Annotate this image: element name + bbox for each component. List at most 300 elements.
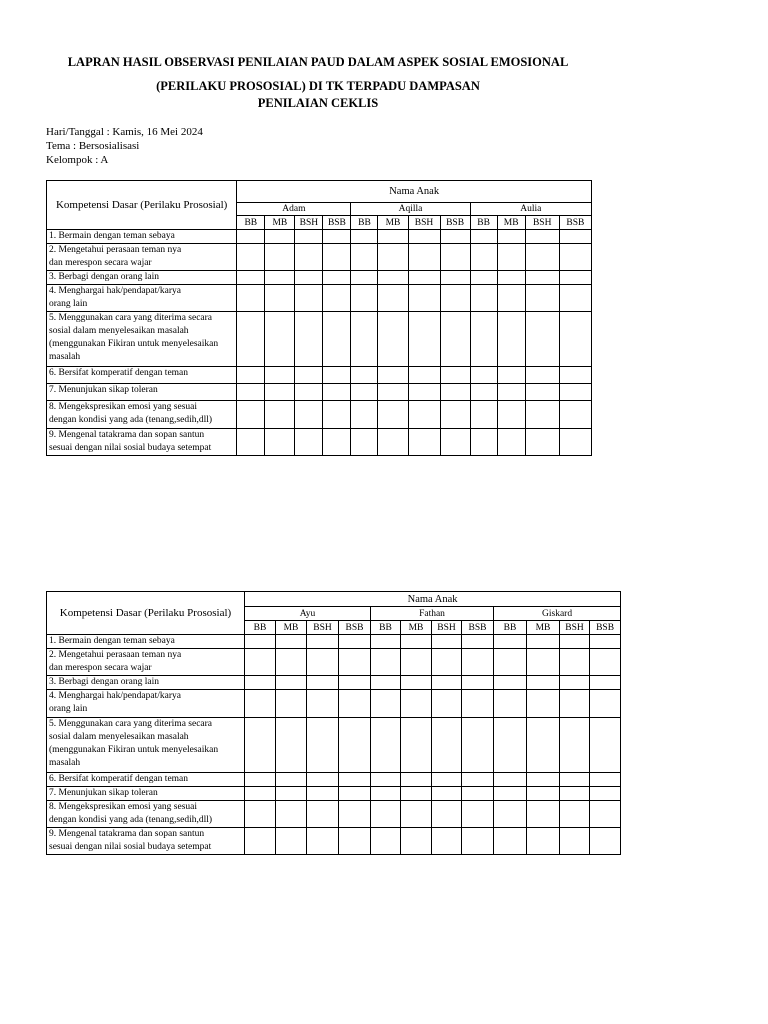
checklist-cell[interactable] (265, 312, 295, 367)
checklist-cell[interactable] (378, 230, 408, 244)
checklist-cell[interactable] (494, 635, 527, 649)
checklist-cell[interactable] (497, 384, 525, 401)
checklist-cell[interactable] (432, 649, 462, 676)
level-header-mb: MB (401, 621, 432, 635)
checklist-cell[interactable] (462, 801, 494, 828)
checklist-cell[interactable] (339, 801, 371, 828)
student-names-header: Nama Anak (237, 181, 592, 203)
criterion-label (47, 690, 245, 718)
checklist-cell[interactable] (307, 676, 339, 690)
checklist-cell[interactable] (440, 429, 470, 456)
criterion-text-line: 3. Berbagi dengan orang lain (49, 272, 160, 282)
checklist-cell[interactable] (527, 828, 560, 855)
level-header-bsh: BSH (432, 621, 462, 635)
checklist-cell[interactable] (401, 635, 432, 649)
checklist-cell[interactable] (440, 312, 470, 367)
student-name-2: Aulia (470, 203, 591, 216)
checklist-cell[interactable] (560, 718, 590, 773)
checklist-cell[interactable] (590, 676, 621, 690)
checklist-cell[interactable] (265, 401, 295, 429)
level-header-bsh: BSH (408, 216, 440, 230)
criterion-text-line: sosial dalam menyelesaikan masalah (49, 732, 189, 742)
checklist-cell[interactable] (371, 690, 401, 718)
criterion-label (47, 801, 245, 828)
checklist-cell[interactable] (440, 285, 470, 312)
checklist-cell[interactable] (497, 429, 525, 456)
criterion-text-line: (menggunakan Fikiran untuk menyelesaikan (49, 339, 219, 349)
checklist-cell[interactable] (497, 271, 525, 285)
checklist-cell[interactable] (323, 367, 351, 384)
checklist-cell[interactable] (237, 285, 265, 312)
criterion-row (47, 801, 621, 828)
checklist-cell[interactable] (432, 828, 462, 855)
checklist-cell[interactable] (307, 690, 339, 718)
criterion-row (47, 312, 592, 367)
checklist-cell[interactable] (560, 635, 590, 649)
checklist-cell[interactable] (525, 244, 559, 271)
checklist-cell[interactable] (276, 690, 307, 718)
checklist-cell[interactable] (245, 828, 276, 855)
checklist-cell[interactable] (590, 690, 621, 718)
checklist-cell[interactable] (590, 801, 621, 828)
checklist-cell[interactable] (276, 801, 307, 828)
checklist-cell[interactable] (276, 649, 307, 676)
checklist-cell[interactable] (401, 718, 432, 773)
level-header-bsh: BSH (295, 216, 323, 230)
checklist-cell[interactable] (525, 429, 559, 456)
checklist-cell[interactable] (497, 230, 525, 244)
checklist-cell[interactable] (245, 787, 276, 801)
checklist-cell[interactable] (440, 244, 470, 271)
checklist-cell[interactable] (351, 244, 378, 271)
checklist-cell[interactable] (307, 718, 339, 773)
checklist-cell[interactable] (470, 285, 497, 312)
checklist-cell[interactable] (265, 285, 295, 312)
checklist-cell[interactable] (494, 676, 527, 690)
checklist-cell[interactable] (560, 690, 590, 718)
checklist-cell[interactable] (237, 230, 265, 244)
checklist-cell[interactable] (560, 649, 590, 676)
criterion-label (47, 429, 237, 456)
level-header-mb: MB (527, 621, 560, 635)
criterion-text-line: dengan kondisi yang ada (tenang,sedih,dll) (49, 815, 213, 825)
checklist-cell[interactable] (323, 244, 351, 271)
level-header-bsh: BSH (307, 621, 339, 635)
checklist-cell[interactable] (339, 635, 371, 649)
student-name-0: Ayu (245, 607, 371, 621)
observation-table-2 (46, 591, 621, 855)
checklist-cell[interactable] (401, 787, 432, 801)
checklist-cell[interactable] (590, 649, 621, 676)
checklist-cell[interactable] (245, 718, 276, 773)
checklist-cell[interactable] (470, 384, 497, 401)
criterion-row (47, 429, 592, 456)
checklist-cell[interactable] (494, 773, 527, 787)
criterion-text-line: 9. Mengenal tatakrama dan sopan santun (49, 829, 205, 839)
checklist-cell[interactable] (462, 649, 494, 676)
criterion-label (47, 230, 237, 244)
checklist-cell[interactable] (590, 718, 621, 773)
criterion-label (47, 367, 237, 384)
checklist-cell[interactable] (408, 429, 440, 456)
checklist-cell[interactable] (432, 635, 462, 649)
checklist-cell[interactable] (401, 649, 432, 676)
checklist-cell[interactable] (371, 773, 401, 787)
checklist-cell[interactable] (497, 367, 525, 384)
checklist-cell[interactable] (295, 312, 323, 367)
criterion-label (47, 649, 245, 676)
checklist-cell[interactable] (371, 676, 401, 690)
checklist-cell[interactable] (470, 271, 497, 285)
checklist-cell[interactable] (295, 401, 323, 429)
checklist-cell[interactable] (590, 635, 621, 649)
checklist-cell[interactable] (497, 312, 525, 367)
checklist-cell[interactable] (351, 271, 378, 285)
checklist-cell[interactable] (470, 230, 497, 244)
level-header-bb: BB (494, 621, 527, 635)
checklist-cell[interactable] (307, 773, 339, 787)
checklist-cell[interactable] (408, 401, 440, 429)
criterion-label (47, 787, 245, 801)
checklist-cell[interactable] (590, 773, 621, 787)
criterion-text-line: 6. Bersifat komperatif dengan teman (49, 368, 189, 378)
checklist-cell[interactable] (378, 401, 408, 429)
competency-header: Kompetensi Dasar (Perilaku Prososial) (47, 592, 245, 635)
checklist-cell[interactable] (494, 801, 527, 828)
checklist-cell[interactable] (265, 367, 295, 384)
checklist-cell[interactable] (307, 801, 339, 828)
checklist-cell[interactable] (408, 312, 440, 367)
checklist-cell[interactable] (339, 649, 371, 676)
checklist-cell[interactable] (245, 690, 276, 718)
checklist-cell[interactable] (339, 718, 371, 773)
checklist-cell[interactable] (527, 635, 560, 649)
criterion-text-line: orang lain (49, 299, 88, 309)
checklist-cell[interactable] (494, 690, 527, 718)
checklist-cell[interactable] (494, 649, 527, 676)
criterion-text-line: dengan kondisi yang ada (tenang,sedih,dll) (49, 415, 213, 425)
checklist-cell[interactable] (408, 384, 440, 401)
checklist-cell[interactable] (307, 828, 339, 855)
checklist-cell[interactable] (560, 773, 590, 787)
checklist-cell[interactable] (497, 401, 525, 429)
checklist-cell[interactable] (440, 271, 470, 285)
checklist-cell[interactable] (323, 384, 351, 401)
checklist-cell[interactable] (432, 787, 462, 801)
criterion-text-line: (menggunakan Fikiran untuk menyelesaikan (49, 745, 219, 755)
checklist-cell[interactable] (339, 690, 371, 718)
checklist-cell[interactable] (440, 367, 470, 384)
checklist-cell[interactable] (339, 828, 371, 855)
checklist-cell[interactable] (371, 635, 401, 649)
checklist-cell[interactable] (323, 429, 351, 456)
observation-table-1 (46, 180, 592, 456)
checklist-cell[interactable] (470, 367, 497, 384)
checklist-cell[interactable] (432, 718, 462, 773)
level-header-mb: MB (276, 621, 307, 635)
checklist-cell[interactable] (527, 801, 560, 828)
checklist-cell[interactable] (339, 676, 371, 690)
checklist-cell[interactable] (378, 367, 408, 384)
criterion-text-line: sosial dalam menyelesaikan masalah (49, 326, 189, 336)
checklist-cell[interactable] (378, 312, 408, 367)
criterion-row (47, 401, 592, 429)
criterion-row (47, 384, 592, 401)
checklist-cell[interactable] (276, 828, 307, 855)
criterion-text-line: 2. Mengetahui perasaan teman nya (49, 245, 182, 255)
checklist-cell[interactable] (401, 801, 432, 828)
checklist-cell[interactable] (307, 787, 339, 801)
checklist-cell[interactable] (351, 230, 378, 244)
checklist-cell[interactable] (408, 367, 440, 384)
checklist-cell[interactable] (295, 230, 323, 244)
criterion-text-line: sesuai dengan nilai sosial budaya setempat (49, 842, 212, 852)
checklist-cell[interactable] (525, 401, 559, 429)
checklist-cell[interactable] (462, 676, 494, 690)
checklist-cell[interactable] (237, 367, 265, 384)
criterion-text-line: 4. Menghargai hak/pendapat/karya (49, 691, 181, 701)
checklist-cell[interactable] (590, 787, 621, 801)
criterion-text-line: 1. Bermain dengan teman sebaya (49, 636, 175, 646)
checklist-cell[interactable] (408, 244, 440, 271)
checklist-cell[interactable] (237, 401, 265, 429)
competency-header: Kompetensi Dasar (Perilaku Prososial) (47, 181, 237, 230)
checklist-cell[interactable] (462, 635, 494, 649)
checklist-cell[interactable] (560, 787, 590, 801)
checklist-cell[interactable] (462, 690, 494, 718)
checklist-cell[interactable] (245, 649, 276, 676)
checklist-cell[interactable] (462, 773, 494, 787)
report-title-line-3: PENILAIAN CEKLIS (257, 96, 379, 110)
checklist-cell[interactable] (525, 312, 559, 367)
checklist-cell[interactable] (295, 285, 323, 312)
checklist-cell[interactable] (295, 367, 323, 384)
checklist-cell[interactable] (378, 384, 408, 401)
checklist-cell[interactable] (245, 773, 276, 787)
checklist-cell[interactable] (527, 676, 560, 690)
checklist-cell[interactable] (559, 429, 591, 456)
criterion-row (47, 271, 592, 285)
criterion-text-line: 8. Mengekspresikan emosi yang sesuai (49, 802, 198, 812)
checklist-cell[interactable] (237, 244, 265, 271)
checklist-cell[interactable] (351, 285, 378, 312)
criterion-label (47, 676, 245, 690)
checklist-cell[interactable] (432, 676, 462, 690)
checklist-cell[interactable] (401, 676, 432, 690)
checklist-cell[interactable] (339, 773, 371, 787)
checklist-cell[interactable] (440, 401, 470, 429)
checklist-cell[interactable] (440, 230, 470, 244)
checklist-cell[interactable] (560, 828, 590, 855)
criterion-text-line: 3. Berbagi dengan orang lain (49, 677, 160, 687)
criterion-row (47, 773, 621, 787)
observation-theme: Tema : Bersosialisasi (46, 140, 140, 152)
checklist-cell[interactable] (470, 244, 497, 271)
checklist-cell[interactable] (323, 271, 351, 285)
checklist-cell[interactable] (295, 384, 323, 401)
criterion-text-line: masalah (49, 352, 81, 362)
checklist-cell[interactable] (295, 429, 323, 456)
checklist-cell[interactable] (497, 244, 525, 271)
checklist-cell[interactable] (237, 384, 265, 401)
checklist-cell[interactable] (559, 367, 591, 384)
checklist-cell[interactable] (378, 244, 408, 271)
checklist-cell[interactable] (371, 801, 401, 828)
level-header-mb: MB (265, 216, 295, 230)
checklist-cell[interactable] (590, 828, 621, 855)
checklist-cell[interactable] (559, 230, 591, 244)
criterion-row (47, 635, 621, 649)
checklist-cell[interactable] (371, 787, 401, 801)
checklist-cell[interactable] (351, 312, 378, 367)
checklist-cell[interactable] (525, 367, 559, 384)
criterion-row (47, 828, 621, 855)
checklist-cell[interactable] (401, 828, 432, 855)
checklist-cell[interactable] (560, 801, 590, 828)
checklist-cell[interactable] (559, 244, 591, 271)
checklist-cell[interactable] (307, 635, 339, 649)
checklist-cell[interactable] (408, 230, 440, 244)
checklist-cell[interactable] (323, 285, 351, 312)
checklist-cell[interactable] (237, 429, 265, 456)
level-header-bb: BB (371, 621, 401, 635)
checklist-cell[interactable] (378, 285, 408, 312)
checklist-cell[interactable] (527, 690, 560, 718)
checklist-cell[interactable] (295, 244, 323, 271)
checklist-cell[interactable] (559, 401, 591, 429)
checklist-cell[interactable] (408, 271, 440, 285)
checklist-cell[interactable] (265, 230, 295, 244)
student-name-2: Giskard (494, 607, 621, 621)
level-header-bsb: BSB (590, 621, 621, 635)
checklist-cell[interactable] (525, 285, 559, 312)
checklist-cell[interactable] (527, 787, 560, 801)
checklist-cell[interactable] (497, 285, 525, 312)
checklist-cell[interactable] (378, 271, 408, 285)
checklist-cell[interactable] (237, 312, 265, 367)
checklist-cell[interactable] (276, 787, 307, 801)
checklist-cell[interactable] (351, 367, 378, 384)
criterion-label (47, 828, 245, 855)
checklist-cell[interactable] (237, 271, 265, 285)
criterion-text-line: 7. Menunjukan sikap toleran (49, 385, 158, 395)
checklist-cell[interactable] (527, 773, 560, 787)
student-name-1: Aqilla (351, 203, 470, 216)
checklist-cell[interactable] (494, 828, 527, 855)
student-name-0: Adam (237, 203, 351, 216)
criterion-label (47, 285, 237, 312)
checklist-cell[interactable] (470, 429, 497, 456)
checklist-cell[interactable] (470, 401, 497, 429)
checklist-cell[interactable] (265, 384, 295, 401)
checklist-cell[interactable] (323, 312, 351, 367)
criterion-row (47, 367, 592, 384)
criterion-text-line: 2. Mengetahui perasaan teman nya (49, 650, 182, 660)
checklist-cell[interactable] (265, 271, 295, 285)
checklist-cell[interactable] (559, 271, 591, 285)
checklist-cell[interactable] (245, 676, 276, 690)
observation-group: Kelompok : A (46, 154, 109, 166)
checklist-cell[interactable] (525, 271, 559, 285)
criterion-text-line: orang lain (49, 704, 88, 714)
checklist-cell[interactable] (494, 787, 527, 801)
checklist-cell[interactable] (525, 384, 559, 401)
checklist-cell[interactable] (351, 429, 378, 456)
checklist-cell[interactable] (462, 718, 494, 773)
checklist-cell[interactable] (371, 828, 401, 855)
criterion-text-line: 1. Bermain dengan teman sebaya (49, 231, 175, 241)
checklist-cell[interactable] (432, 690, 462, 718)
checklist-cell[interactable] (276, 773, 307, 787)
report-title-line-1: LAPRAN HASIL OBSERVASI PENILAIAN PAUD DALAM ASPEK SOSIAL EMOSIONAL (67, 55, 569, 69)
level-header-bsb: BSB (559, 216, 591, 230)
criterion-row (47, 285, 592, 312)
checklist-cell[interactable] (432, 801, 462, 828)
checklist-cell[interactable] (265, 429, 295, 456)
criterion-label (47, 401, 237, 429)
criterion-text-line: 4. Menghargai hak/pendapat/karya (49, 286, 181, 296)
checklist-cell[interactable] (378, 429, 408, 456)
checklist-cell[interactable] (470, 312, 497, 367)
checklist-cell[interactable] (408, 285, 440, 312)
checklist-cell[interactable] (371, 649, 401, 676)
criterion-text-line: 9. Mengenal tatakrama dan sopan santun (49, 430, 205, 440)
checklist-cell[interactable] (559, 312, 591, 367)
checklist-cell[interactable] (339, 787, 371, 801)
checklist-cell[interactable] (462, 787, 494, 801)
level-header-bb: BB (470, 216, 497, 230)
checklist-cell[interactable] (401, 690, 432, 718)
checklist-cell[interactable] (525, 230, 559, 244)
checklist-cell[interactable] (494, 718, 527, 773)
checklist-cell[interactable] (527, 718, 560, 773)
checklist-cell[interactable] (560, 676, 590, 690)
level-header-bsh: BSH (560, 621, 590, 635)
checklist-cell[interactable] (351, 401, 378, 429)
level-header-bb: BB (245, 621, 276, 635)
criterion-label (47, 244, 237, 271)
observation-date: Hari/Tanggal : Kamis, 16 Mei 2024 (46, 126, 203, 138)
criterion-text-line: 5. Menggunakan cara yang diterima secara (49, 719, 213, 729)
checklist-cell[interactable] (245, 635, 276, 649)
checklist-cell[interactable] (265, 244, 295, 271)
checklist-cell[interactable] (276, 718, 307, 773)
level-header-bsb: BSB (462, 621, 494, 635)
checklist-cell[interactable] (462, 828, 494, 855)
checklist-cell[interactable] (432, 773, 462, 787)
level-header-bb: BB (351, 216, 378, 230)
checklist-cell[interactable] (276, 676, 307, 690)
level-header-bsb: BSB (440, 216, 470, 230)
checklist-cell[interactable] (295, 271, 323, 285)
checklist-cell[interactable] (401, 773, 432, 787)
checklist-cell[interactable] (351, 384, 378, 401)
criterion-text-line: 7. Menunjukan sikap toleran (49, 788, 158, 798)
checklist-cell[interactable] (276, 635, 307, 649)
criterion-label (47, 718, 245, 773)
checklist-cell[interactable] (371, 718, 401, 773)
criterion-label (47, 312, 237, 367)
checklist-cell[interactable] (559, 285, 591, 312)
checklist-cell[interactable] (307, 649, 339, 676)
checklist-cell[interactable] (245, 801, 276, 828)
checklist-cell[interactable] (323, 230, 351, 244)
criterion-row (47, 649, 621, 676)
checklist-cell[interactable] (440, 384, 470, 401)
checklist-cell[interactable] (559, 384, 591, 401)
checklist-cell[interactable] (323, 401, 351, 429)
checklist-cell[interactable] (527, 649, 560, 676)
